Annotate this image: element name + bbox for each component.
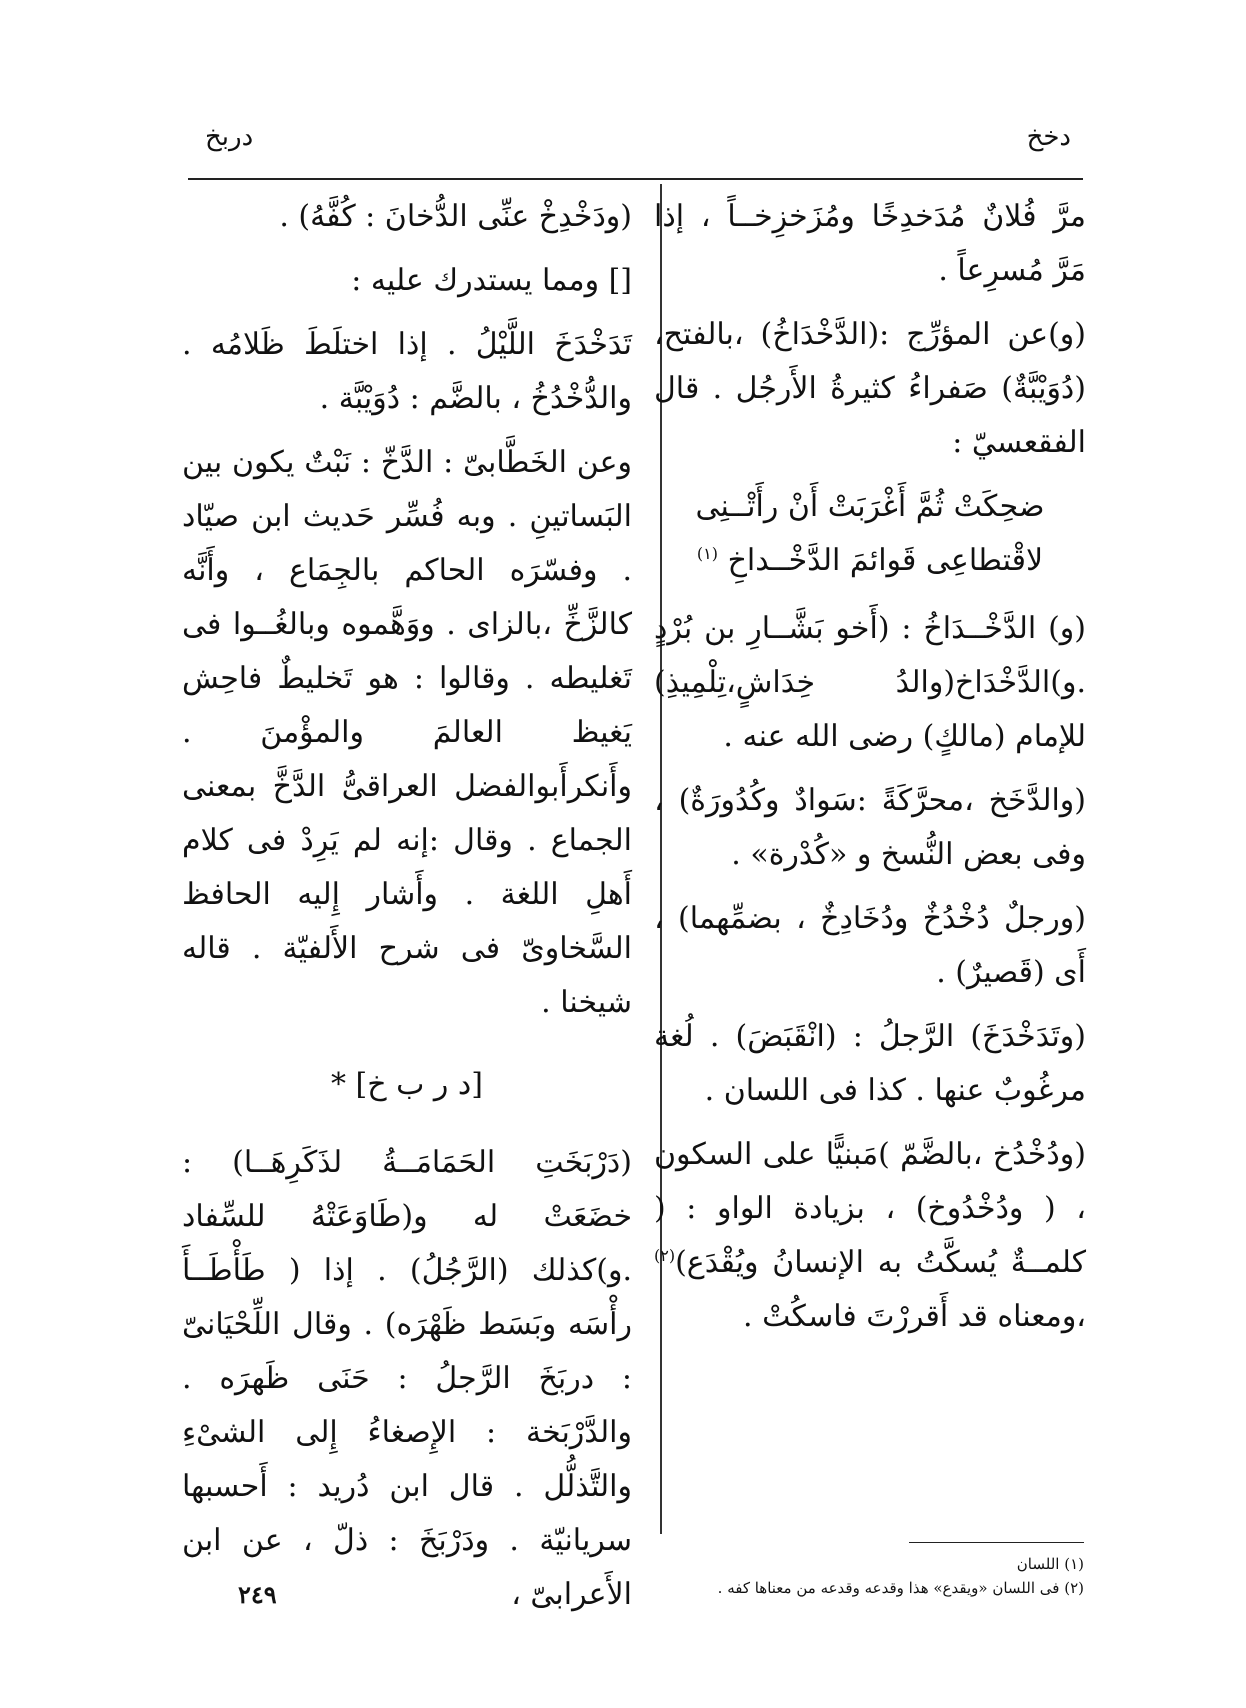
verse-line: ضحِكَتْ ثُمَّ أَغْرَبَتْ أَنْ رأَتْــنِى [695,489,1045,524]
paragraph: وعن الخَطَّابىّ : الدَّخّ : نَبْتٌ يكون بين البَساتينِ . وبه فُسِّر حَديث ابن صيّاد . وفسّرَه الحاكم بالجِمَاع ، وأَنَّه كالزَّخِّ ،بالزاى . ووَهَّموه وبالغُــوا فى تَغليطه . وقالوا : هو تَخليطٌ فاحِش يَغيظ العالمَ والمؤْمنَ . وأَنكرأَبوالفضل العراقىُّ الدَّخَّ بمعنى الجماع . وقال :إنه لم يَرِدْ فى كلام أَهلِ اللغة . وأَشار إِليه الحافظ السَّخاوىّ فى شرح الأَلفيّة . قاله شيخنا . [182,445,632,1020]
paragraph: (و)عن المؤرِّج :(الدَّخْدَاخُ) ،بالفتح، (دُوَيْبَّةٌ) صَفراءُ كثيرةُ الأَرجُل . قال الفقعسيّ : [654,317,1086,460]
paragraph: (ودَخْدِخْ عنِّى الدُّخانَ : كُفَّهُ) . [279,199,632,234]
verse-line-2 [654,534,1086,588]
footnotes [654,1552,1084,1600]
paragraph-text: (ودُخْدُخ ،بالضَّمّ )مَبنيًّا على السكون ، ( ودُخْدُوخ) ، بزيادة الواو : ( كلمــةٌ يُسكَّتُ به الإنسانُ ويُقْدَع) [654,1137,1086,1280]
paragraph: (ورجلٌ دُخْدُخٌ ودُخَادِخٌ ، بضمِّهما) ، أَى (قَصيرٌ) . [654,901,1086,990]
paragraph-text: ،ومعناه قد أَقررْتَ فاسكُتْ . [743,1299,1086,1334]
poem [654,480,1086,588]
footnote-rule [909,1542,1084,1543]
footnote: (١) اللسان [1016,1555,1084,1573]
verse-text: لاقْتطاعِى قَوائمَ الدَّخْــداخِ [727,543,1044,578]
paragraph: تَدَخْدَخَ اللَّيْلُ . إذا اختلَطَ ظَلامُه . والدُّخْدُخُ ، بالضَّم : دُوَيْبَّة . [182,327,632,416]
paragraph: [] ومما يستدرك عليه : [351,263,632,298]
paragraph: (و) الدَّخْــدَاخُ : (أَخو بَشَّــارِ بن بُرْدٍ .و)الدَّخْدَاخ(والدُ خِدَاشٍ،تِلْمِيذِ) للإمام (مالكٍ) رضى الله عنه . [654,611,1086,754]
footnote-ref: (١) [696,544,719,563]
footnote: (٢) فى اللسان «ويقدع» هذا وقدعه وقدعه من معناها كفه . [717,1579,1084,1597]
paragraph: (دَرْبَخَتِ الحَمَامَــةُ لذَكَرِهَــا) : خضَعَتْ له و(طَاوَعَتْهُ للسِّفاد .و)كذلك (الرَّجُلُ) . إذا ( طَأْطَــأَ رأْسَه وبَسَط ظَهْرَه) . وقال اللِّحْيَانىّ : دربَخَ الرَّجلُ : حَنَى ظَهرَه . والدَّرْبَخة : الإِصغاءُ إِلى الشىْءِ والتَّذلُّل . قال ابن دُريد : أَحسبها سريانيّة . ودَرْبَخَ : ذلّ ، عن ابن الأَعرابىّ ، [182,1145,632,1612]
entry-heading: [د ر ب خ] * [330,1067,483,1102]
left-column [182,190,632,1632]
header-right-word: دخخ [1026,122,1071,152]
footnote-ref: (٢) [654,1246,676,1265]
paragraph: مرَّ فُلانٌ مُدَخدِخًا ومُزَخزِخــاً ، إذا مَرَّ مُسرِعاً . [654,199,1086,288]
page-number: ٢٤٩ [238,1580,277,1609]
paragraph: (والدَّخَخ ،محرَّكَةً :سَوادٌ وكُدُورَةٌ) ، وفى بعض النُّسخ و «كُدْرة» . [654,783,1086,872]
paragraph: (وتَدَخْدَخَ) الرَّجلُ : (انْقَبَضَ) . لُغة مرغُوبٌ عنها . كذا فى اللسان . [654,1019,1086,1108]
paragraph [654,1128,1086,1344]
header-rule [188,178,1083,180]
right-column [654,190,1086,1354]
header-left-word: دربخ [205,122,254,152]
